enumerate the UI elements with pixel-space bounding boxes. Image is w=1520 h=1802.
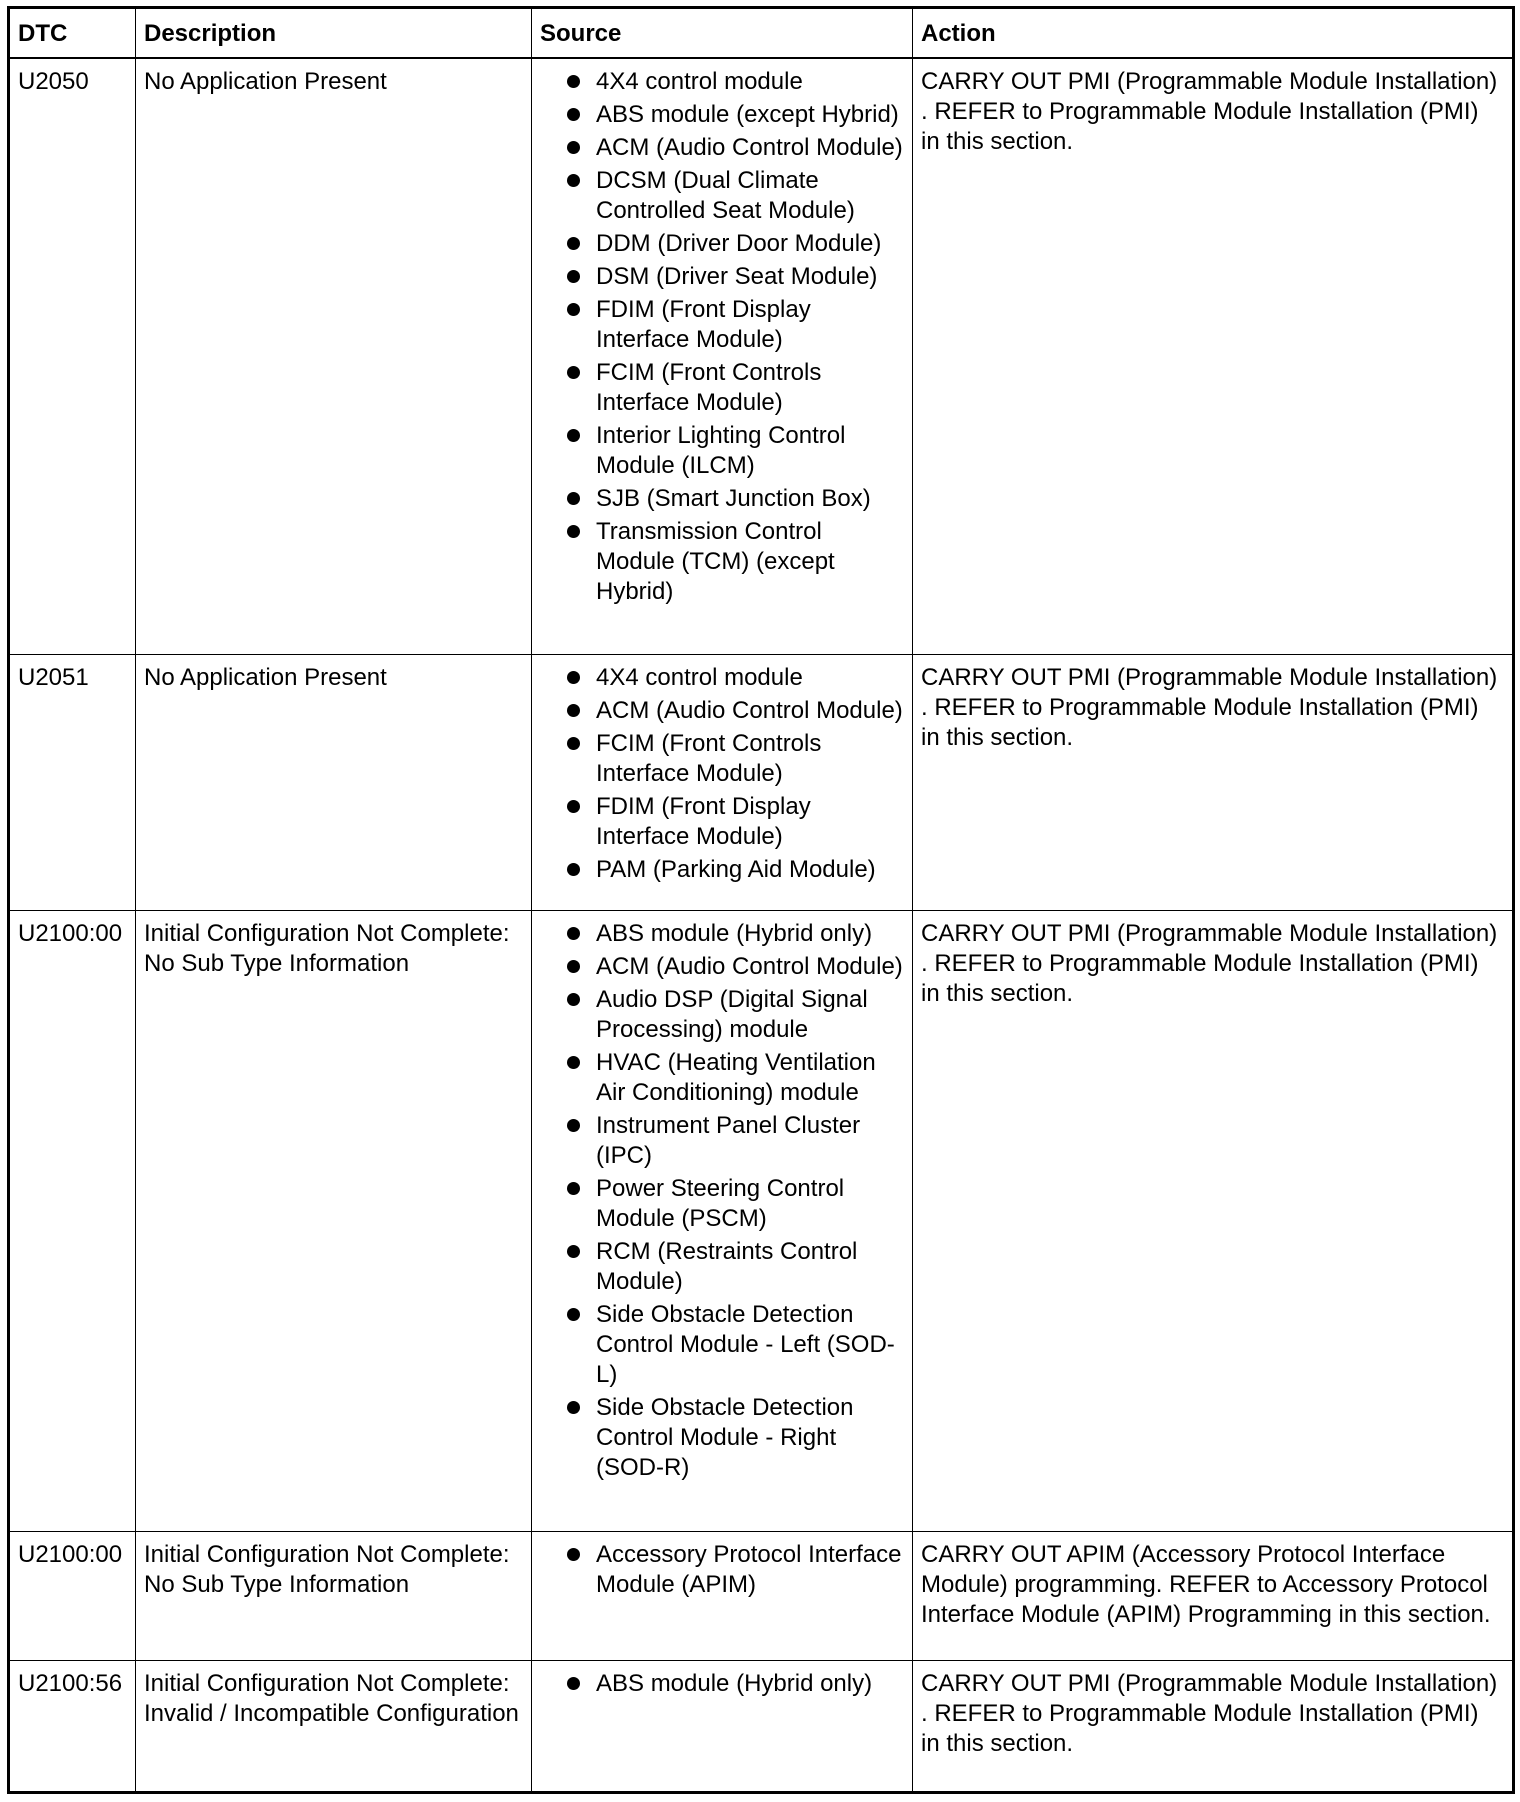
source-item: 4X4 control module <box>567 67 903 97</box>
dtc-description: Initial Configuration Not Complete: Invalid / Incompatible Configuration <box>136 1660 532 1792</box>
source-item: Instrument Panel Cluster (IPC) <box>567 1111 903 1171</box>
source-item: Transmission Control Module (TCM) (except Hybrid) <box>567 517 903 607</box>
action-text: CARRY OUT APIM (Accessory Protocol Interface Module) programming. REFER to Accessory Protocol Interface Module (APIM) Programming in this section. <box>913 1532 1514 1660</box>
dtc-description: Initial Configuration Not Complete: No Sub Type Information <box>136 1532 532 1660</box>
source-item: Interior Lighting Control Module (ILCM) <box>567 421 903 481</box>
action-text: CARRY OUT PMI (Programmable Module Installation) . REFER to Programmable Module Installation (PMI) in this section. <box>913 654 1514 910</box>
dtc-code: U2100:00 <box>9 1532 136 1660</box>
source-cell <box>532 654 913 910</box>
source-item: DCSM (Dual Climate Controlled Seat Module) <box>567 166 903 226</box>
source-item: ACM (Audio Control Module) <box>567 696 903 726</box>
action-text: CARRY OUT PMI (Programmable Module Installation) . REFER to Programmable Module Installation (PMI) in this section. <box>913 1660 1514 1792</box>
table-row <box>9 654 1514 910</box>
source-item: ACM (Audio Control Module) <box>567 952 903 982</box>
source-cell <box>532 1660 913 1792</box>
source-cell <box>532 58 913 654</box>
source-cell <box>532 911 913 1532</box>
source-item: ABS module (Hybrid only) <box>567 919 903 949</box>
dtc-table <box>7 6 1515 1794</box>
source-item: FCIM (Front Controls Interface Module) <box>567 729 903 789</box>
dtc-code: U2050 <box>9 58 136 654</box>
dtc-code: U2100:56 <box>9 1660 136 1792</box>
source-item: ABS module (Hybrid only) <box>567 1669 903 1699</box>
action-text: CARRY OUT PMI (Programmable Module Installation) . REFER to Programmable Module Installation (PMI) in this section. <box>913 58 1514 654</box>
source-item: Power Steering Control Module (PSCM) <box>567 1174 903 1234</box>
source-list <box>540 67 903 607</box>
dtc-code: U2051 <box>9 654 136 910</box>
dtc-description: No Application Present <box>136 654 532 910</box>
header-dtc: DTC <box>9 8 136 59</box>
source-item: FCIM (Front Controls Interface Module) <box>567 358 903 418</box>
source-item: ABS module (except Hybrid) <box>567 100 903 130</box>
table-row <box>9 1532 1514 1660</box>
header-description: Description <box>136 8 532 59</box>
header-action: Action <box>913 8 1514 59</box>
source-list <box>540 1669 903 1699</box>
source-list <box>540 1540 903 1600</box>
dtc-description: Initial Configuration Not Complete: No Sub Type Information <box>136 911 532 1532</box>
source-list <box>540 919 903 1483</box>
source-item: DDM (Driver Door Module) <box>567 229 903 259</box>
source-item: 4X4 control module <box>567 663 903 693</box>
source-item: FDIM (Front Display Interface Module) <box>567 295 903 355</box>
source-item: SJB (Smart Junction Box) <box>567 484 903 514</box>
table-row <box>9 1660 1514 1792</box>
table-row <box>9 58 1514 654</box>
table-header <box>9 8 1514 59</box>
action-text: CARRY OUT PMI (Programmable Module Installation) . REFER to Programmable Module Installation (PMI) in this section. <box>913 911 1514 1532</box>
source-item: Side Obstacle Detection Control Module - Left (SOD-L) <box>567 1300 903 1390</box>
source-item: FDIM (Front Display Interface Module) <box>567 792 903 852</box>
source-cell <box>532 1532 913 1660</box>
header-source: Source <box>532 8 913 59</box>
dtc-code: U2100:00 <box>9 911 136 1532</box>
source-item: PAM (Parking Aid Module) <box>567 855 903 885</box>
dtc-description: No Application Present <box>136 58 532 654</box>
source-item: Audio DSP (Digital Signal Processing) module <box>567 985 903 1045</box>
source-list <box>540 663 903 885</box>
source-item: ACM (Audio Control Module) <box>567 133 903 163</box>
source-item: RCM (Restraints Control Module) <box>567 1237 903 1297</box>
source-item: HVAC (Heating Ventilation Air Conditioning) module <box>567 1048 903 1108</box>
table-body <box>9 58 1514 1793</box>
source-item: Side Obstacle Detection Control Module - Right (SOD-R) <box>567 1393 903 1483</box>
source-item: DSM (Driver Seat Module) <box>567 262 903 292</box>
source-item: Accessory Protocol Interface Module (APIM) <box>567 1540 903 1600</box>
table-row <box>9 911 1514 1532</box>
header-row <box>9 8 1514 59</box>
